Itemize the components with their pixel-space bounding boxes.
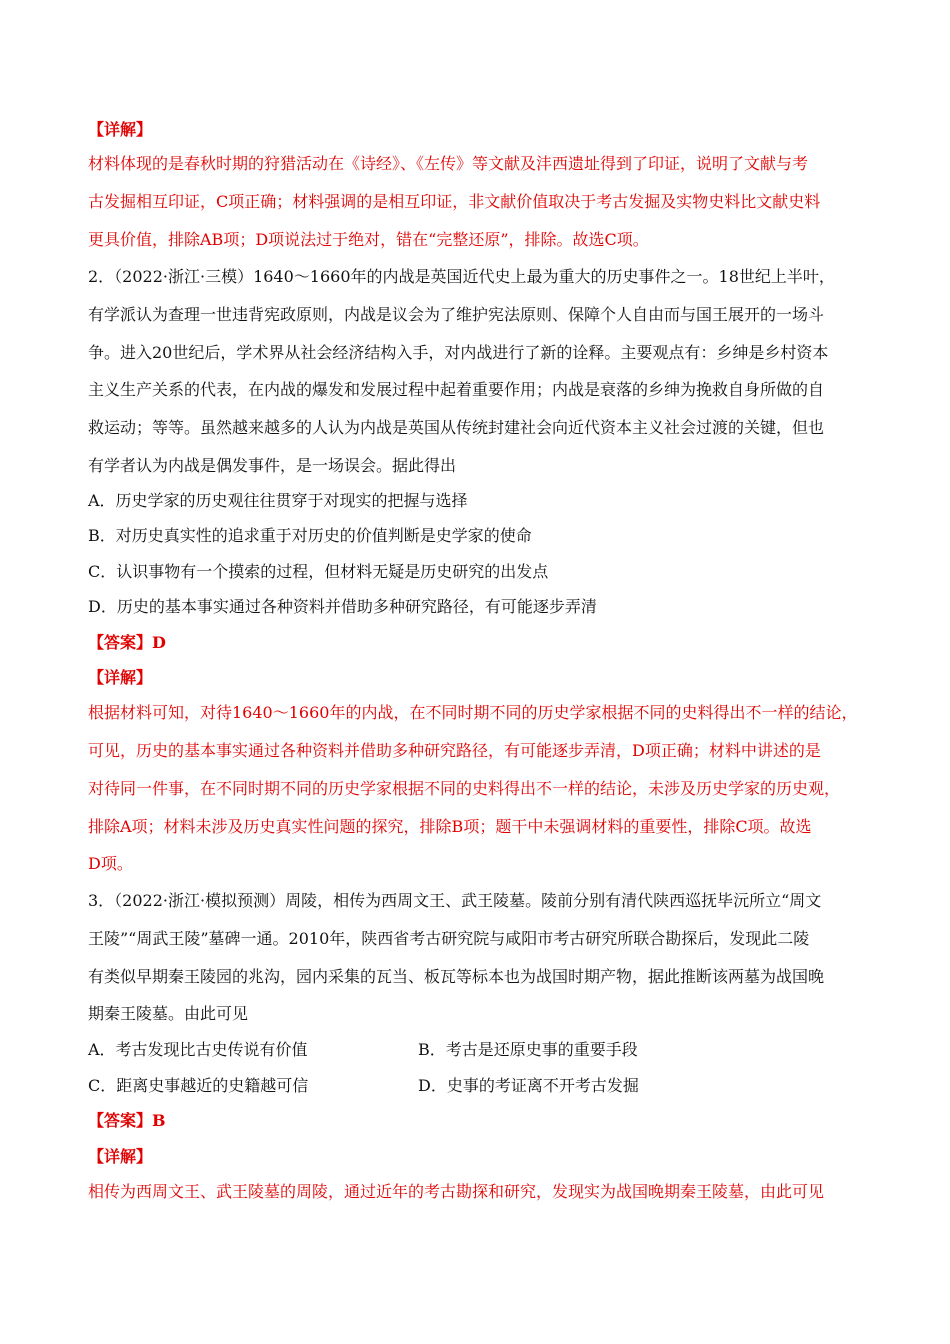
question-2-stem-line: 有学者认为内战是偶发事件，是一场误会。据此得出 [88, 456, 457, 475]
detail-label: 【详解】 [88, 120, 153, 139]
question-2-stem-line: 2．（2022·浙江·三模）1640～1660年的内战是英国近代史上最为重大的历史事件之一。18世纪上半叶， [88, 267, 835, 286]
question-2-stem-line: 有学派认为查理一世违背宪政原则，内战是议会为了维护宪法原则、保障个人自由而与国王展开的一场斗 [88, 305, 825, 324]
option-a: A．历史学家的历史观往往贯穿于对现实的把握与选择 [88, 491, 468, 510]
explanation-line: D项。 [88, 854, 133, 873]
question-3-stem-line: 3．（2022·浙江·模拟预测）周陵，相传为西周文王、武王陵墓。陵前分别有清代陕西巡抚毕沅所立“周文 [88, 891, 822, 910]
explanation-line: 排除A项；材料未涉及历史真实性问题的探究，排除B项；题干中未强调材料的重要性，排除C项。故选 [88, 817, 812, 836]
explanation-line: 材料体现的是春秋时期的狩猎活动在《诗经》、《左传》等文献及沣西遗址得到了印证，说明了文献与考 [88, 154, 809, 173]
explanation-line: 可见，历史的基本事实通过各种资料并借助多种研究路径，有可能逐步弄清，D项正确；材料中讲述的是 [88, 741, 821, 760]
question-2-stem-line: 救运动；等等。虽然越来越多的人认为内战是英国从传统封建社会向近代资本主义社会过渡的关键，但也 [88, 418, 825, 437]
option-d: D．史事的考证离不开考古发掘 [418, 1076, 639, 1095]
option-c: C．认识事物有一个摸索的过程，但材料无疑是历史研究的出发点 [88, 562, 549, 581]
explanation-line: 古发掘相互印证，C项正确；材料强调的是相互印证，非文献价值取决于考古发掘及实物史料比文献史料 [88, 192, 821, 211]
explanation-line: 更具价值，排除AB项；D项说法过于绝对，错在“完整还原”，排除。故选C项。 [88, 230, 649, 249]
explanation-line: 相传为西周文王、武王陵墓的周陵，通过近年的考古勘探和研究，发现实为战国晚期秦王陵墓，由此可见 [88, 1182, 825, 1201]
explanation-line: 根据材料可知，对待1640～1660年的内战，在不同时期不同的历史学家根据不同的史料得出不一样的结论， [88, 703, 858, 722]
question-2-stem-line: 主义生产关系的代表，在内战的爆发和发展过程中起着重要作用；内战是衰落的乡绅为挽救自身所做的自 [88, 380, 825, 399]
question-3-stem-line: 王陵”“周武王陵”墓碑一通。2010年，陕西省考古研究院与咸阳市考古研究所联合勘探后，发现此二陵 [88, 929, 810, 948]
option-b: B．对历史真实性的追求重于对历史的价值判断是史学家的使命 [88, 526, 532, 545]
option-a: A．考古发现比古史传说有价值 [88, 1040, 308, 1059]
detail-label: 【详解】 [88, 668, 153, 687]
option-d: D．历史的基本事实通过各种资料并借助多种研究路径，有可能逐步弄清 [88, 597, 597, 616]
option-b: B．考古是还原史事的重要手段 [418, 1040, 638, 1059]
answer-label: 【答案】D [88, 633, 166, 652]
option-c: C．距离史事越近的史籍越可信 [88, 1076, 309, 1095]
question-3-stem-line: 期秦王陵墓。由此可见 [88, 1004, 249, 1023]
explanation-line: 对待同一件事，在不同时期不同的历史学家根据不同的史料得出不一样的结论，未涉及历史学家的历史观， [88, 779, 841, 798]
detail-label: 【详解】 [88, 1147, 153, 1166]
answer-label: 【答案】B [88, 1111, 166, 1130]
question-3-stem-line: 有类似早期秦王陵园的兆沟，园内采集的瓦当、板瓦等标本也为战国时期产物，据此推断该两墓为战国晚 [88, 967, 825, 986]
question-2-stem-line: 争。进入20世纪后，学术界从社会经济结构入手，对内战进行了新的诠释。主要观点有：乡绅是乡村资本 [88, 343, 829, 362]
